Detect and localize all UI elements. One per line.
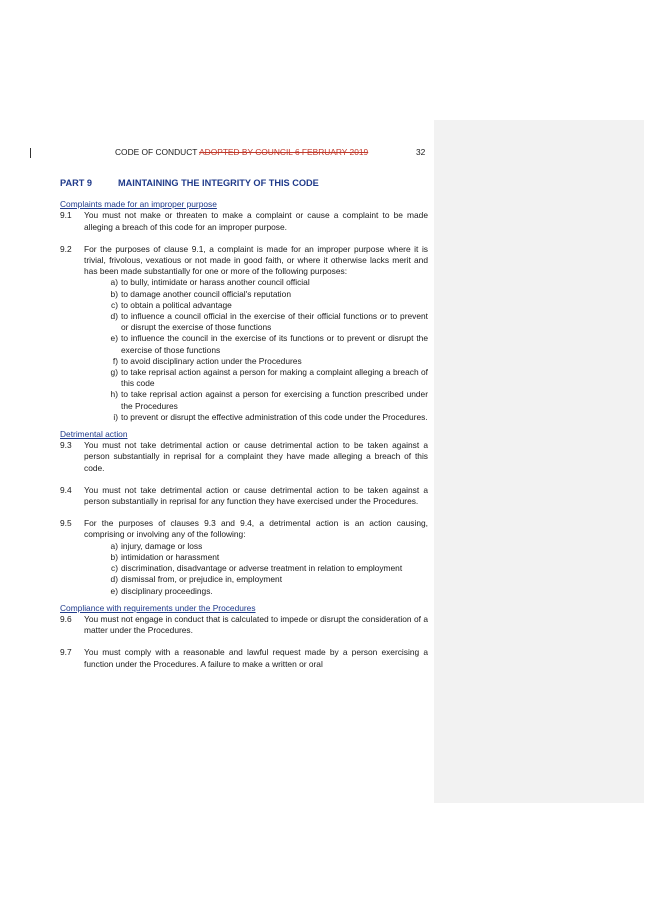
part-title: MAINTAINING THE INTEGRITY OF THIS CODE [118,178,319,188]
part-number: PART 9 [60,178,92,188]
document-body [60,178,428,670]
list-item [102,356,428,367]
list-item-letter: b) [110,288,118,299]
header-deleted-text: ADOPTED BY COUNCIL 6 FEBRUARY 2019 [199,147,369,157]
list-item-text: dismissal from, or prejudice in, employment [121,574,283,585]
clause-spacer [60,233,428,244]
list-item-letter: b) [110,551,118,562]
list-item-text: to take reprisal action against a person for making a complaint alleging a breach of this code [121,367,428,389]
clause-text: You must not take detrimental action or cause detrimental action to be taken against a person substantially in reprisal for a complaint they have made alleging a breach of this code. [84,440,428,473]
list-item-text: to influence a council official in the exercise of their official functions or to prevent or disrupt the exercise of those functions [121,311,428,333]
clause-text: You must comply with a reasonable and lawful request made by a person exercising a function under the Procedures. A failure to make a written or oral [84,647,428,669]
list-item-letter: e) [110,333,118,344]
list-item [102,333,428,355]
clause-text: You must not make or threaten to make a complaint or cause a complaint to be made alleging a breach of this code for an improper purpose. [84,210,428,232]
clause-number: 9.1 [60,210,72,221]
clause-text: For the purposes of clause 9.1, a complaint is made for an improper purpose where it is trivial, frivolous, vexatious or not made in good faith, or where it otherwise lacks merit and has been made substantially for one or more of the following purposes: [84,243,428,277]
list-item-text: to take reprisal action against a person for exercising a function prescribed under the Procedures [121,389,428,411]
list-item [102,389,428,411]
list-item-text: intimidation or harassment [121,551,220,562]
clause-9-3 [60,440,428,474]
list-item-text: to obtain a political advantage [121,299,232,310]
sub-item-list [102,541,428,597]
clause-spacer [60,507,428,518]
sub-item-list [102,277,428,423]
list-item [102,311,428,333]
clause-spacer [60,474,428,485]
part-heading [60,178,428,189]
list-item-text: discrimination, disadvantage or adverse treatment in relation to employment [121,563,403,574]
list-item [102,541,428,552]
list-item [102,289,428,300]
comment-pane [434,120,644,803]
clause-text: For the purposes of clauses 9.3 and 9.4, a detrimental action is an action causing, comprising or involving any of the following: [84,518,428,540]
list-item-text: to bully, intimidate or harass another council official [121,277,310,288]
section-heading: Complaints made for an improper purpose [60,199,217,210]
section-heading: Detrimental action [60,429,128,440]
clause-9-6 [60,614,428,636]
list-item-letter: e) [110,585,118,596]
list-item-text: disciplinary proceedings. [121,585,213,596]
list-item-letter: c) [111,563,118,574]
clause-9-4 [60,485,428,507]
list-item [102,277,428,288]
clause-number: 9.2 [60,243,72,254]
list-item-text: to avoid disciplinary action under the Procedures [121,355,302,366]
section-heading: Compliance with requirements under the Procedures [60,602,256,613]
sections [60,199,428,670]
clause-spacer [60,636,428,647]
list-item-letter: c) [111,299,118,310]
list-item [102,563,428,574]
list-item-letter: h) [110,389,118,400]
change-bar [30,148,31,158]
list-item-letter: g) [110,367,118,378]
list-item [102,574,428,585]
list-item-letter: d) [110,311,118,322]
list-item [102,586,428,597]
clause-number: 9.6 [60,613,72,624]
header-title: CODE OF CONDUCT [115,147,198,157]
list-item-text: to prevent or disrupt the effective administration of this code under the Procedures. [121,411,428,422]
page-header [115,147,368,157]
clause-number: 9.3 [60,440,72,451]
list-item-text: to influence the council in the exercise of its functions or to prevent or disrupt the exercise of those functions [121,333,428,355]
list-item-letter: d) [110,574,118,585]
list-item [102,367,428,389]
clause-number: 9.4 [60,484,72,495]
list-item-letter: i) [113,411,118,422]
clause-text: You must not take detrimental action or cause detrimental action to be taken against a person substantially in reprisal for any function they have exercised under the Procedures. [84,484,428,507]
list-item [102,552,428,563]
list-item-letter: a) [110,277,118,288]
clause-number: 9.7 [60,647,72,658]
list-item-letter: f) [112,355,118,366]
list-item [102,300,428,311]
clause-number: 9.5 [60,518,72,529]
list-item-letter: a) [110,540,118,551]
clause-9-5 [60,518,428,540]
clause-9-2 [60,244,428,278]
clause-9-7 [60,647,428,669]
list-item-text: to damage another council official's reputation [121,288,291,299]
list-item [102,412,428,423]
list-item-text: injury, damage or loss [121,540,203,551]
clause-text: You must not engage in conduct that is calculated to impede or disrupt the consideration of a matter under the Procedures. [84,613,428,636]
clause-9-1 [60,210,428,232]
page-number: 32 [416,147,426,157]
